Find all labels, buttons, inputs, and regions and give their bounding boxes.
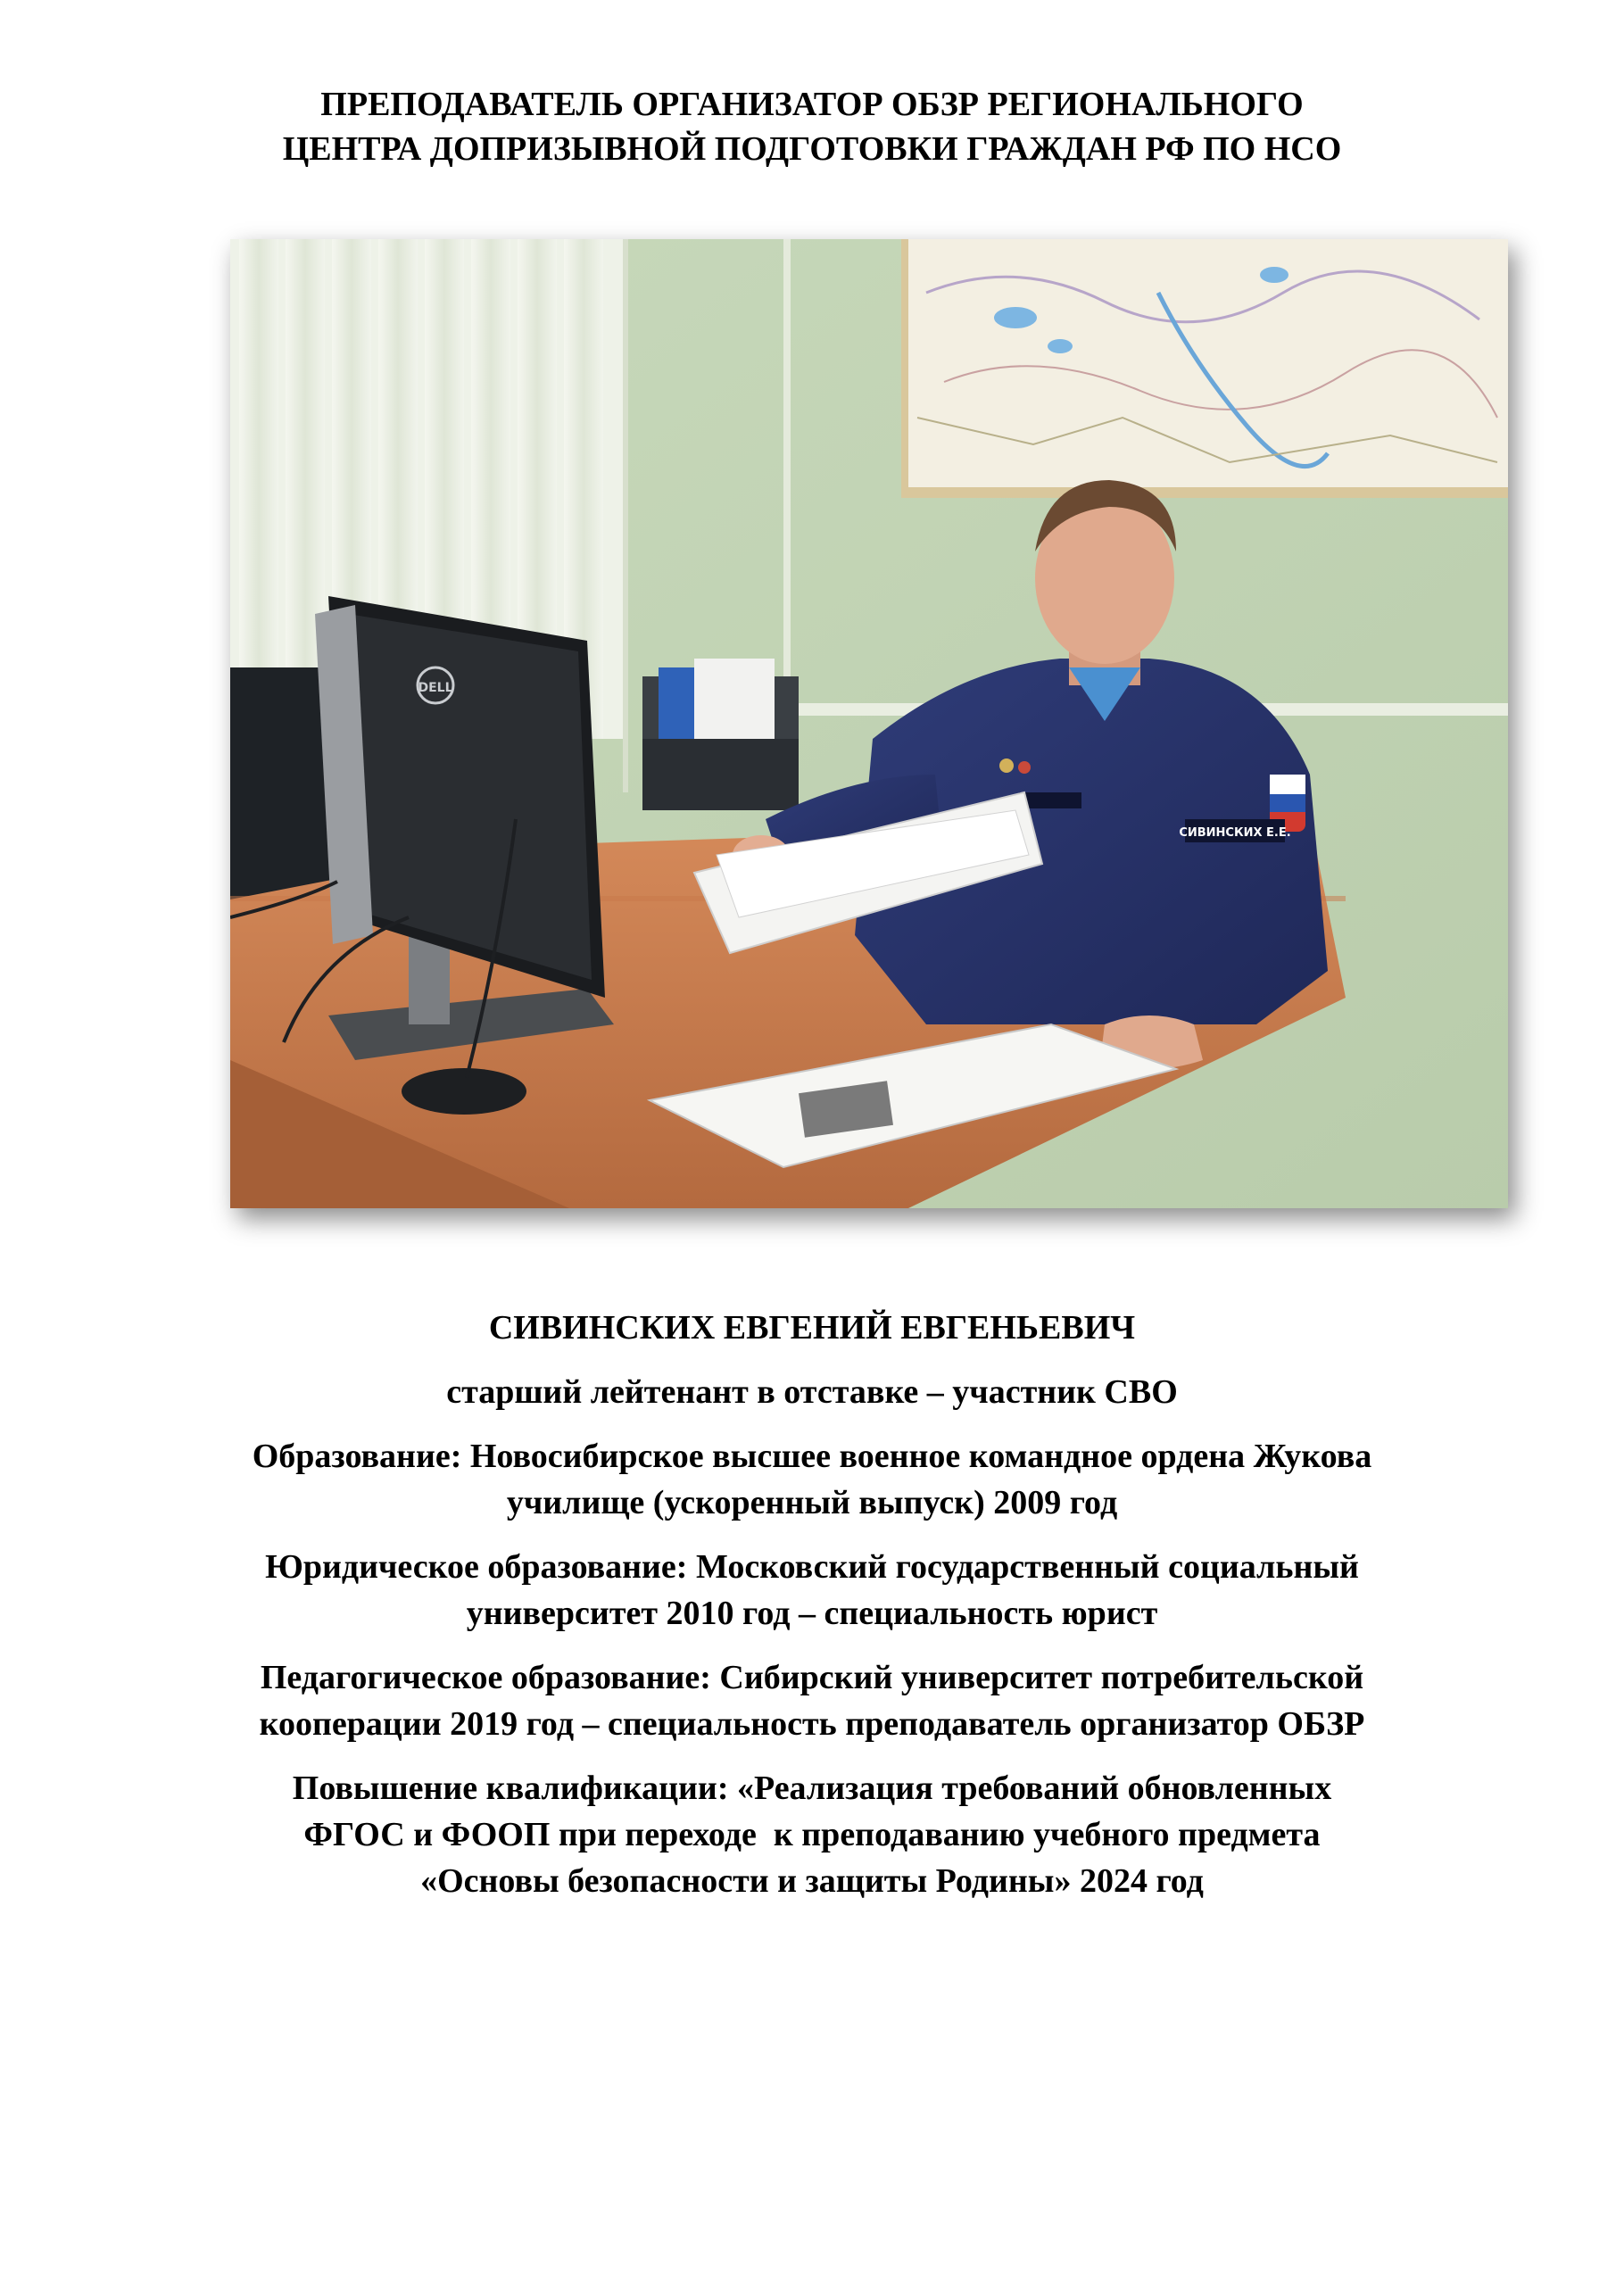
law-education-line-1: Юридическое образование: Московский государственный социальный	[265, 1548, 1359, 1586]
law-education-line-2: университет 2010 год – специальность юрист	[466, 1595, 1158, 1632]
dell-logo: DELL	[418, 681, 453, 695]
qualification-line-3: «Основы безопасности и защиты Родины» 2024 год	[420, 1862, 1204, 1900]
pedagogical-education-line-2: кооперации 2019 год – специальность преподаватель организатор ОБЗР	[259, 1705, 1365, 1743]
name-tag: СИВИНСКИХ Е.Е.	[1179, 826, 1291, 840]
portrait-photo-illustration	[230, 239, 1508, 1208]
wall-map	[901, 239, 1508, 498]
person-name: СИВИНСКИХ ЕВГЕНИЙ ЕВГЕНЬЕВИЧ	[488, 1309, 1136, 1347]
person-rank: старший лейтенант в отставке – участник СВО	[446, 1373, 1178, 1411]
law-education-paragraph	[0, 1544, 1624, 1637]
document-tray	[642, 659, 799, 810]
heading-line-1: ПРЕПОДАВАТЕЛЬ ОРГАНИЗАТОР ОБЗР РЕГИОНАЛЬНОГО	[320, 86, 1304, 123]
pedagogical-education-line-1: Педагогическое образование: Сибирский университет потребительской	[260, 1659, 1364, 1696]
portrait-photo	[230, 239, 1508, 1208]
qualification-line-1: Повышение квалификации: «Реализация требований обновленных	[292, 1770, 1332, 1807]
education-paragraph	[0, 1433, 1624, 1526]
biography-section	[0, 1305, 1624, 1922]
page-heading	[0, 82, 1624, 171]
education-line-2: училище (ускоренный выпуск) 2009 год	[506, 1484, 1118, 1521]
pedagogical-education-paragraph	[0, 1654, 1624, 1747]
education-line-1: Образование: Новосибирское высшее военное командное ордена Жукова	[252, 1438, 1372, 1475]
qualification-line-2: ФГОС и ФООП при переходе к преподаванию учебного предмета	[303, 1816, 1321, 1853]
heading-line-2: ЦЕНТРА ДОПРИЗЫВНОЙ ПОДГОТОВКИ ГРАЖДАН РФ ПО НСО	[282, 130, 1342, 168]
qualification-paragraph	[0, 1765, 1624, 1904]
